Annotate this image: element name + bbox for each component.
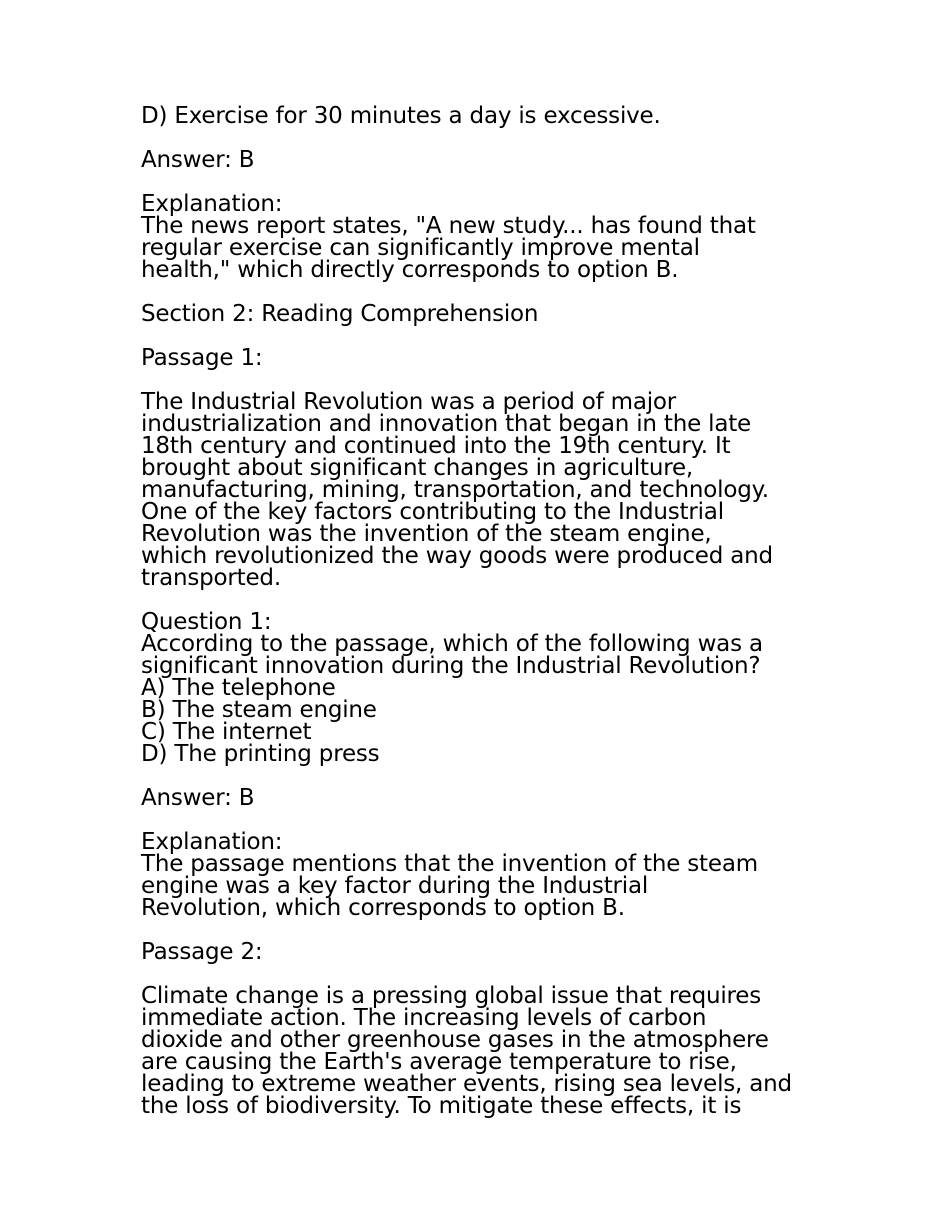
explanation-line: Revolution, which corresponds to option B. <box>141 895 625 921</box>
passage-line: dioxide and other greenhouse gases in the atmosphere <box>141 1027 769 1053</box>
question-stem-line: significant innovation during the Industrial Revolution? <box>141 653 761 679</box>
passage-line: Revolution was the invention of the steam engine, <box>141 521 712 547</box>
passage-line: are causing the Earth's average temperature to rise, <box>141 1049 737 1075</box>
previous-question-answer <box>141 149 841 171</box>
explanation-line: The passage mentions that the invention of the steam <box>141 851 758 877</box>
question-label: Question 1: <box>141 609 272 635</box>
question-1-answer <box>141 787 841 809</box>
passage-2-heading <box>141 941 841 963</box>
passage-label: Passage 2: <box>141 939 263 965</box>
explanation-line: engine was a key factor during the Industrial <box>141 873 649 899</box>
passage-line: The Industrial Revolution was a period of major <box>141 389 677 415</box>
answer-text: Answer: B <box>141 785 255 811</box>
section-title: Section 2: Reading Comprehension <box>141 301 539 327</box>
question-stem-line: According to the passage, which of the following was a <box>141 631 763 657</box>
passage-2-body <box>141 985 841 1117</box>
passage-line: brought about significant changes in agriculture, <box>141 455 694 481</box>
passage-line: industrialization and innovation that began in the late <box>141 411 752 437</box>
passage-label: Passage 1: <box>141 345 263 371</box>
passage-line: which revolutionized the way goods were produced and <box>141 543 773 569</box>
explanation-line: The news report states, "A new study... has found that <box>141 213 756 239</box>
passage-1-heading <box>141 347 841 369</box>
explanation-label: Explanation: <box>141 829 283 855</box>
answer-text: Answer: B <box>141 147 255 173</box>
passage-line: 18th century and continued into the 19th century. It <box>141 433 731 459</box>
question-option: B) The steam engine <box>141 697 377 723</box>
passage-line: manufacturing, mining, transportation, and technology. <box>141 477 769 503</box>
explanation-label: Explanation: <box>141 191 283 217</box>
explanation-line: health," which directly corresponds to option B. <box>141 257 679 283</box>
question-option: C) The internet <box>141 719 312 745</box>
previous-question-explanation <box>141 193 841 281</box>
passage-line: leading to extreme weather events, rising sea levels, and <box>141 1071 792 1097</box>
explanation-line: regular exercise can significantly improve mental <box>141 235 700 261</box>
previous-question-option-d <box>141 105 841 127</box>
question-option: A) The telephone <box>141 675 336 701</box>
passage-1-body <box>141 391 841 589</box>
passage-line: transported. <box>141 565 281 591</box>
passage-line: One of the key factors contributing to the Industrial <box>141 499 724 525</box>
question-1 <box>141 611 841 765</box>
question-1-explanation <box>141 831 841 919</box>
question-option: D) The printing press <box>141 741 380 767</box>
document-page <box>141 105 841 1139</box>
passage-line: immediate action. The increasing levels of carbon <box>141 1005 707 1031</box>
option-text: D) Exercise for 30 minutes a day is excessive. <box>141 103 661 129</box>
passage-line: Climate change is a pressing global issue that requires <box>141 983 762 1009</box>
section-heading <box>141 303 841 325</box>
passage-line: the loss of biodiversity. To mitigate these effects, it is <box>141 1093 742 1119</box>
